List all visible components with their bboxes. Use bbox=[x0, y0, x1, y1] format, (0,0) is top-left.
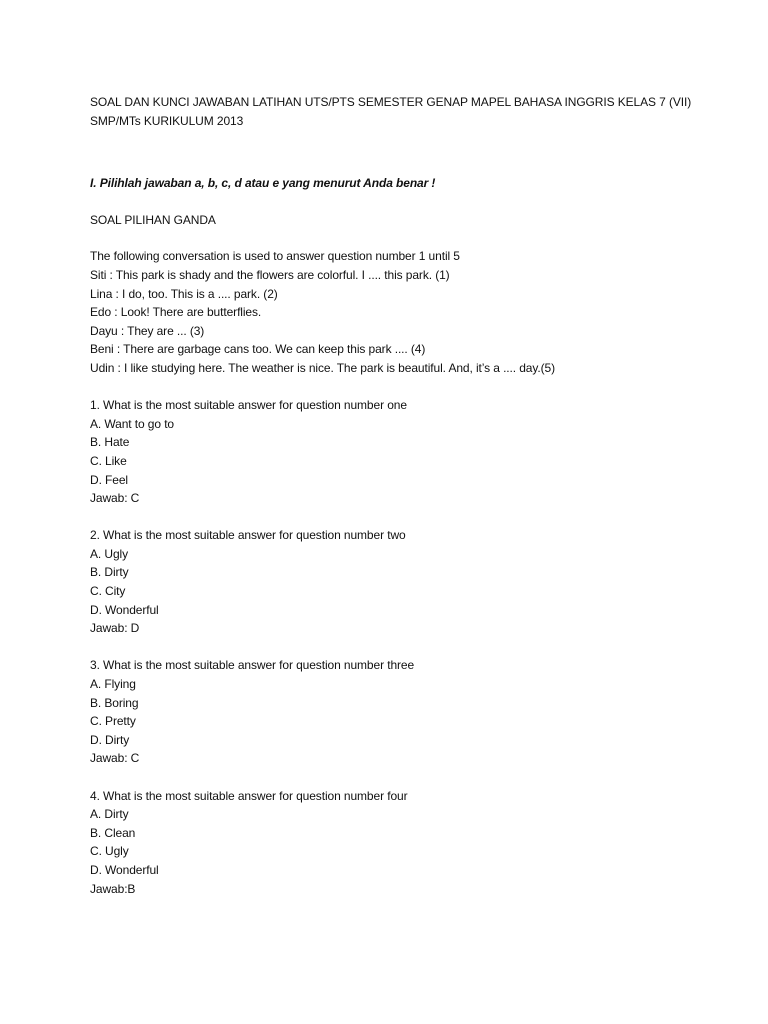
passage-line: Udin : I like studying here. The weather is nice. The park is beautiful. And, it’s a .... day.(5) bbox=[90, 360, 555, 375]
question-prompt: 1. What is the most suitable answer for question number one bbox=[90, 398, 407, 413]
option-a: A. Dirty bbox=[90, 807, 129, 822]
option-d: D. Dirty bbox=[90, 732, 130, 747]
question-2 bbox=[90, 526, 730, 638]
instruction: I. Pilihlah jawaban a, b, c, d atau e yang menurut Anda benar ! bbox=[90, 176, 436, 191]
option-a: A. Flying bbox=[90, 677, 136, 692]
option-d: D. Feel bbox=[90, 472, 128, 487]
section-heading: SOAL PILIHAN GANDA bbox=[90, 212, 216, 227]
option-c: C. Ugly bbox=[90, 844, 129, 859]
passage-line: Siti : This park is shady and the flowers are colorful. I .... this park. (1) bbox=[90, 267, 450, 282]
option-a: A. Ugly bbox=[90, 546, 128, 561]
option-c: C. Like bbox=[90, 453, 127, 468]
option-c: C. Pretty bbox=[90, 714, 136, 729]
option-b: B. Boring bbox=[90, 695, 139, 710]
option-a: A. Want to go to bbox=[90, 416, 174, 431]
answer-key: Jawab: C bbox=[90, 751, 140, 766]
conversation-passage bbox=[90, 247, 730, 377]
passage-line: Lina : I do, too. This is a .... park. (2) bbox=[90, 286, 278, 301]
answer-key: Jawab: D bbox=[90, 621, 140, 636]
passage-line: Dayu : They are ... (3) bbox=[90, 323, 205, 338]
question-prompt: 2. What is the most suitable answer for question number two bbox=[90, 528, 406, 543]
question-1 bbox=[90, 396, 730, 508]
passage-line: Beni : There are garbage cans too. We can keep this park .... (4) bbox=[90, 342, 426, 357]
option-b: B. Clean bbox=[90, 825, 136, 840]
question-4 bbox=[90, 787, 730, 899]
question-prompt: 3. What is the most suitable answer for question number three bbox=[90, 658, 415, 673]
option-c: C. City bbox=[90, 584, 126, 599]
option-d: D. Wonderful bbox=[90, 602, 159, 617]
option-d: D. Wonderful bbox=[90, 862, 159, 877]
question-3 bbox=[90, 656, 730, 768]
title-line: SMP/MTs KURIKULUM 2013 bbox=[90, 113, 244, 128]
option-b: B. Hate bbox=[90, 435, 130, 450]
answer-key: Jawab:B bbox=[90, 881, 136, 896]
passage-line: The following conversation is used to answer question number 1 until 5 bbox=[90, 249, 460, 264]
document-page bbox=[90, 93, 730, 898]
answer-key: Jawab: C bbox=[90, 491, 140, 506]
question-prompt: 4. What is the most suitable answer for question number four bbox=[90, 788, 408, 803]
title-line: SOAL DAN KUNCI JAWABAN LATIHAN UTS/PTS SEMESTER GENAP MAPEL BAHASA INGGRIS KELAS 7 (VII) bbox=[90, 95, 692, 109]
option-b: B. Dirty bbox=[90, 565, 129, 580]
document-title bbox=[90, 93, 730, 130]
passage-line: Edo : Look! There are butterflies. bbox=[90, 305, 262, 320]
